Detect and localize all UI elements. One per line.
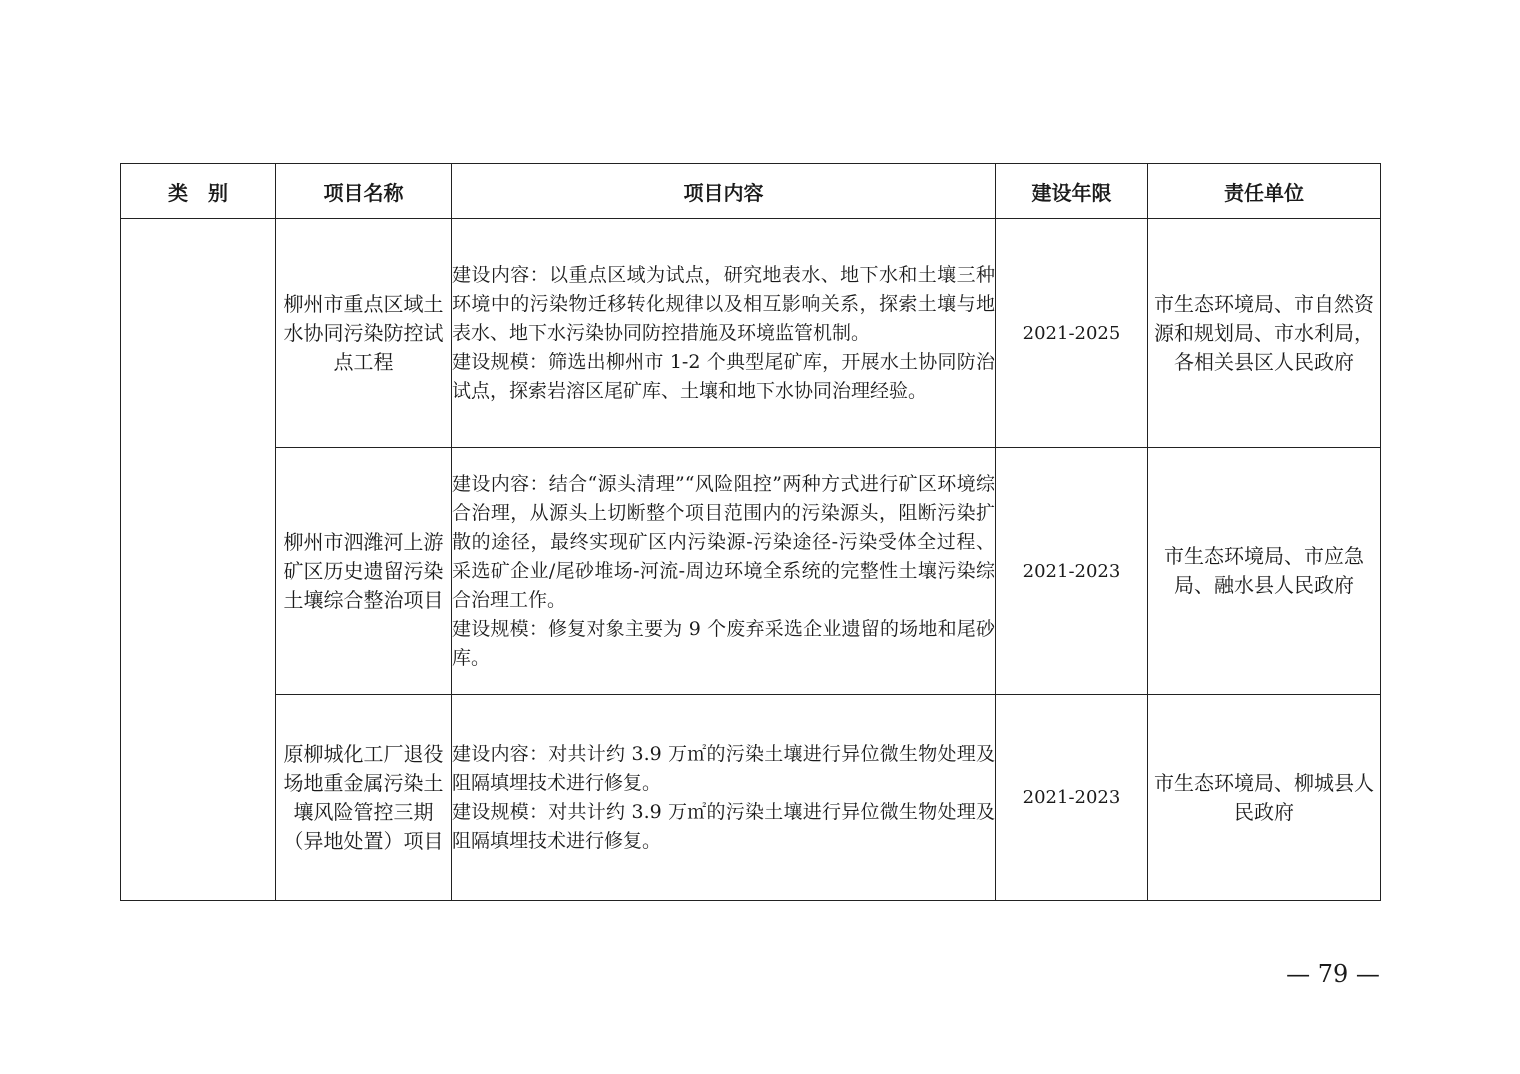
content-build: 建设内容：结合“源头清理”“风险阻控”两种方式进行矿区环境综合治理，从源头上切断整个项目范围内的污染源头，阻断污染扩散的途径，最终实现矿区内污染源-污染途径-污染受体全过程、采选矿企业/尾砂堆场-河流-周边环境全系统的完整性土壤污染综合治理工作。 xyxy=(452,472,995,611)
header-build-years: 建设年限 xyxy=(996,164,1148,219)
responsible-unit: 市生态环境局、市应急局、融水县人民政府 xyxy=(1148,448,1381,695)
header-row xyxy=(121,164,1381,219)
build-years: 2021-2023 xyxy=(996,448,1148,695)
project-name: 柳州市泗潍河上游矿区历史遗留污染土壤综合整治项目 xyxy=(276,448,452,695)
project-content xyxy=(452,695,996,901)
content-scale: 建设规模：筛选出柳州市 1-2 个典型尾矿库，开展水土协同防治试点，探索岩溶区尾矿库、土壤和地下水协同治理经验。 xyxy=(452,350,995,402)
header-responsible-unit: 责任单位 xyxy=(1148,164,1381,219)
table-row xyxy=(121,219,1381,448)
content-scale: 建设规模：对共计约 3.9 万㎡的污染土壤进行异位微生物处理及阻隔填埋技术进行修复。 xyxy=(452,800,995,852)
build-years: 2021-2025 xyxy=(996,219,1148,448)
table-row xyxy=(121,695,1381,901)
header-project-name: 项目名称 xyxy=(276,164,452,219)
project-name: 原柳城化工厂退役场地重金属污染土壤风险管控三期（异地处置）项目 xyxy=(276,695,452,901)
project-content xyxy=(452,219,996,448)
page-number: — 79 — xyxy=(1286,960,1380,988)
build-years: 2021-2023 xyxy=(996,695,1148,901)
project-table xyxy=(120,163,1381,901)
content-scale: 建设规模：修复对象主要为 9 个废弃采选企业遗留的场地和尾砂库。 xyxy=(452,617,995,669)
responsible-unit: 市生态环境局、柳城县人民政府 xyxy=(1148,695,1381,901)
content-build: 建设内容：以重点区域为试点，研究地表水、地下水和土壤三种环境中的污染物迁移转化规律以及相互影响关系，探索土壤与地表水、地下水污染协同防控措施及环境监管机制。 xyxy=(452,263,995,344)
category-cell xyxy=(121,219,276,901)
content-build: 建设内容：对共计约 3.9 万㎡的污染土壤进行异位微生物处理及阻隔填埋技术进行修复。 xyxy=(452,742,995,794)
header-project-content: 项目内容 xyxy=(452,164,996,219)
project-name: 柳州市重点区域土水协同污染防控试点工程 xyxy=(276,219,452,448)
header-category: 类 别 xyxy=(121,164,276,219)
table-row xyxy=(121,448,1381,695)
project-content xyxy=(452,448,996,695)
responsible-unit: 市生态环境局、市自然资源和规划局、市水利局，各相关县区人民政府 xyxy=(1148,219,1381,448)
